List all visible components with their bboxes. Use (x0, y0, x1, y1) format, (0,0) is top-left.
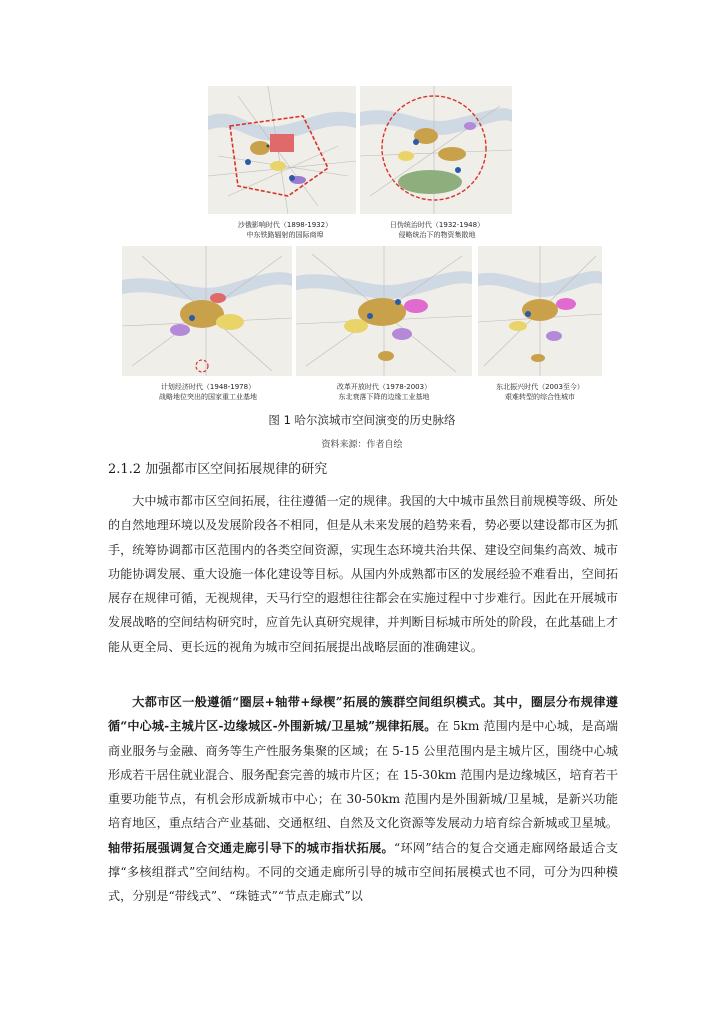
para2-text-1: 在 5km 范围内是中心城，是高端商业服务与金融、商务等生产性服务集聚的区域；在 5-15 公里范围内是主城片区，围绕中心城形成若干居住就业混合、服务配套完善的城市片区；在 15-30km 范围内是边缘城区，培育若干重要功能节点，有机会形成新城市中心；在 30-50km 范围内是外围新城/卫星城，是新兴功能培育地区，重点结合产业基础、交通枢纽、自然及文化资源等发展动力培育综合新城或卫星城。 (108, 719, 618, 831)
map-panel-1898 (208, 86, 356, 214)
map-panel-2003 (478, 246, 602, 376)
figure-source: 资料来源：作者自绘 (321, 440, 403, 450)
paragraph-1: 大中城市都市区空间拓展，往往遵循一定的规律。我国的大中城市虽然目前规模等级、所处的自然地理环境以及发展阶段各不相同，但是从未来发展的趋势来看，势必要以建设都市区为抓手，统筹协调都市区范围内的各类空间资源，实现生态环境共治共保、建设空间集约高效、城市功能协调发展、重大设施一体化建设等目标。从国内外成熟都市区的发展经验不难看出，空间拓展存在规律可循，无视规律，天马行空的遐想往往都会在实施过程中寸步难行。因此在开展城市发展战略的空间结构研究时，应首先认真研究规律，并判断目标城市所处的阶段，在此基础上才能从更全局、更长远的视角为城市空间拓展提出战略层面的准确建议。 (108, 494, 618, 654)
caption-panel-1978: 改革开放时代（1978-2003） 东北衰落下降的边缘工业基地 (336, 383, 432, 401)
paragraph-2 (108, 690, 618, 909)
map-panel-1948 (122, 246, 292, 376)
para2-bold-1: 大都市区一般遵循“圈层+轴带+绿楔”拓展的簇群空间组织模式。其中，圈层分布规律遵循“中心城-主城片区-边缘城区-外围新城/卫星城”规律拓展。 (108, 695, 618, 734)
caption-panel-1898: 沙俄影响时代（1898-1932） 中东铁路辐射的国际商埠 (237, 221, 333, 239)
caption-panel-1948: 计划经济时代（1948-1978） 战略地位突出的国家重工业基地 (159, 383, 257, 401)
caption-panel-1932: 日伪统治时代（1932-1948） 侵略统治下的物资集散地 (389, 221, 485, 239)
figure-title: 图 1 哈尔滨城市空间演变的历史脉络 (268, 413, 456, 427)
para2-bold-2: 轴带拓展强调复合交通走廊引导下的城市指状拓展。 (108, 840, 394, 855)
map-panel-1978 (296, 246, 472, 376)
para2-text-2: “环网”结合的复合交通走廊网络最适合支撑“多核组群式”空间结构。不同的交通走廊所引导的城市空间拓展模式也不同，可分为四种模式，分别是“带线式”、“珠链式”“节点走廊式”以 (108, 840, 618, 904)
section-heading: 2.1.2 加强都市区空间拓展规律的研究 (108, 462, 328, 477)
map-panel-1932 (360, 86, 512, 214)
caption-panel-2003: 东北振兴时代（2003至今） 艰难转型的综合性城市 (496, 383, 584, 401)
